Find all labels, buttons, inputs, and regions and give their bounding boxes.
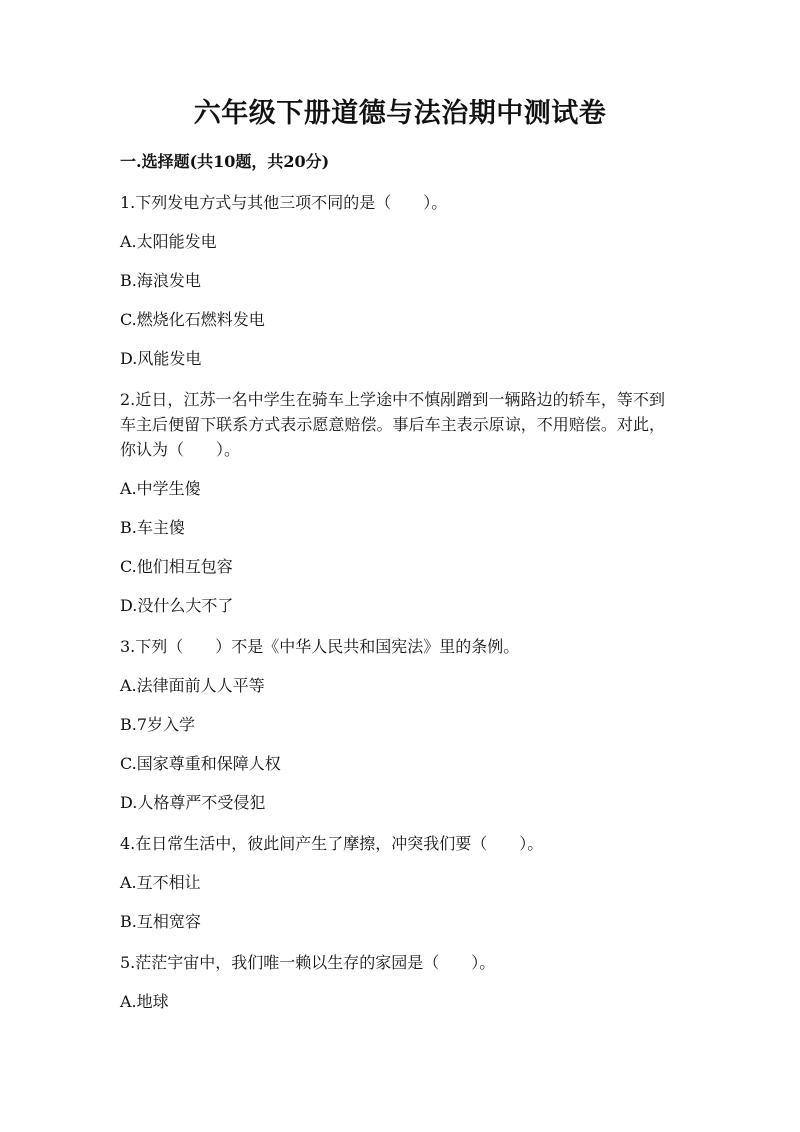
question-4 — [120, 831, 680, 934]
option-b: B.互相宽容 — [120, 912, 201, 931]
question-2 — [120, 387, 680, 618]
question-3 — [120, 634, 680, 815]
option-b: B.车主傻 — [120, 518, 185, 537]
question-5 — [120, 950, 680, 1014]
section-heading: 一.选择题(共10题，共20分) — [120, 152, 330, 171]
question-stem: 5.茫茫宇宙中，我们唯一赖以生存的家园是（ ）。 — [120, 953, 496, 972]
option-d: D.没什么大不了 — [120, 596, 234, 615]
question-1 — [120, 190, 680, 371]
question-stem: 4.在日常生活中，彼此间产生了摩擦，冲突我们要（ ）。 — [120, 834, 544, 853]
question-stem: 3.下列（ ）不是《中华人民共和国宪法》里的条例。 — [120, 637, 520, 656]
option-a: A.互不相让 — [120, 873, 201, 892]
question-stem: 1.下列发电方式与其他三项不同的是（ ）。 — [120, 193, 448, 212]
option-a: A.中学生傻 — [120, 479, 201, 498]
option-d: D.风能发电 — [120, 349, 202, 368]
option-d: D.人格尊严不受侵犯 — [120, 793, 266, 812]
option-b: B.海浪发电 — [120, 271, 201, 290]
option-a: A.太阳能发电 — [120, 232, 217, 251]
page-title: 六年级下册道德与法治期中测试卷 — [193, 98, 607, 129]
option-a: A.法律面前人人平等 — [120, 676, 265, 695]
question-stem: 2.近日，江苏一名中学生在骑车上学途中不慎剐蹭到一辆路边的轿车，等不到车主后便留下联系方式表示愿意赔偿。事后车主表示原谅，不用赔偿。对此，你认为（ ）。 — [120, 390, 665, 459]
option-c: C.国家尊重和保障人权 — [120, 754, 281, 773]
option-a: A.地球 — [120, 992, 169, 1011]
option-c: C.燃烧化石燃料发电 — [120, 310, 265, 329]
option-b: B.7岁入学 — [120, 715, 196, 734]
option-c: C.他们相互包容 — [120, 557, 233, 576]
